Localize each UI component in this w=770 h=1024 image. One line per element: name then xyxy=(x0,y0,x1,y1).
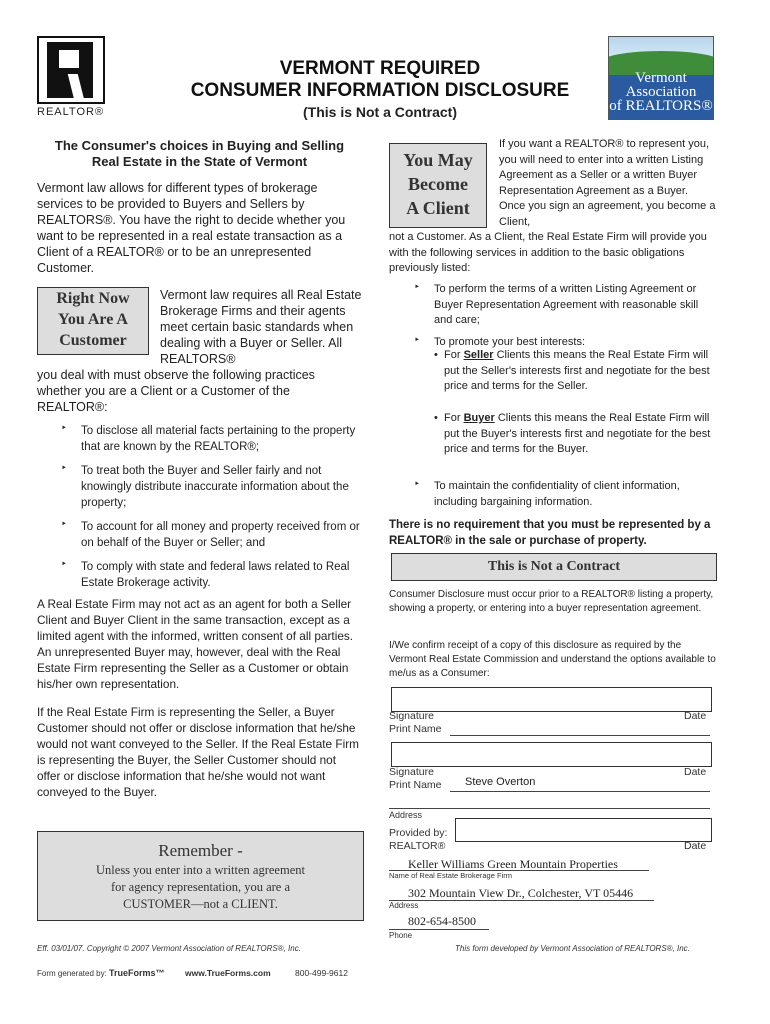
generated-prefix: Form generated by: xyxy=(37,969,107,978)
signature-label-1: Signature xyxy=(389,710,434,722)
firm-address-value[interactable]: 302 Mountain View Dr., Colchester, VT 05446 xyxy=(408,886,634,900)
remember-line-2: for agency representation, you are a xyxy=(110,880,291,894)
footer-copyright: Eff. 03/01/07. Copyright © 2007 Vermont Association of REALTORS®, Inc. xyxy=(37,944,301,953)
address-field[interactable] xyxy=(389,808,710,809)
practice-text: To disclose all material facts pertaining to the property that are known by the REALTOR®; xyxy=(81,425,356,453)
right-now-line-3: Customer xyxy=(59,332,127,349)
choices-heading-line-1: The Consumer's choices in Buying and Selling xyxy=(54,138,345,153)
become-line-1: You May xyxy=(403,150,473,170)
firm-address-line xyxy=(389,900,654,901)
become-line-3: A Client xyxy=(406,198,470,218)
become-client-box xyxy=(389,143,487,228)
remember-title: Remember - xyxy=(158,841,243,860)
print-name-value-2[interactable]: Steve Overton xyxy=(465,776,536,788)
provided-by-label: Provided by: xyxy=(389,827,448,839)
list-item: ‣ To disclose all material facts pertaining to the property that are known by the REALTOR®; xyxy=(61,423,356,453)
print-name-field-1[interactable] xyxy=(450,735,710,736)
not-contract-box: This is Not a Contract xyxy=(391,553,717,581)
remember-box xyxy=(37,831,364,921)
firm-address-label: Address xyxy=(389,901,419,910)
sub-service-text: Clients this means the Real Estate Firm will put the Seller's interests first and negotiate for the best price and terms for the Seller. xyxy=(444,349,710,392)
confirm-note: I/We confirm receipt of a copy of this disclosure as required by the Vermont Real Estate Commission and understand the options available to me/us as a Consumer: xyxy=(389,640,716,679)
association-logo-line-2: Association xyxy=(625,84,697,100)
seller-sub-service: • For Seller Clients this means the Real Estate Firm will put the Seller's interests first and negotiate for the best price and terms for the Seller. xyxy=(434,349,710,392)
service-text: To maintain the confidentiality of client information, including bargaining information. xyxy=(434,480,680,508)
title-line-1: VERMONT REQUIRED xyxy=(279,58,481,79)
address-label: Address xyxy=(389,810,423,820)
practices-list xyxy=(61,423,361,591)
practice-text: To comply with state and federal laws related to Real Estate Brokerage activity. xyxy=(81,561,350,589)
choices-heading xyxy=(37,138,362,170)
client-intro-full: not a Customer. As a Client, the Real Estate Firm will provide you with the following services in addition to the basic obligations previously listed: xyxy=(389,231,707,274)
print-name-label-1: Print Name xyxy=(389,723,442,735)
sub-service-role: Buyer xyxy=(463,412,495,424)
list-item: ‣ To treat both the Buyer and Seller fairly and not knowingly distribute inaccurate information about the property; xyxy=(61,463,349,509)
list-item: ‣ To perform the terms of a written Listing Agreement or Buyer Representation Agreement with reasonable skill and care; xyxy=(414,282,699,326)
phone-value[interactable]: 802-654-8500 xyxy=(408,914,476,928)
footer-developed: This form developed by Vermont Association of REALTORS®, Inc. xyxy=(455,944,690,953)
firm-value[interactable]: Keller Williams Green Mountain Properties xyxy=(408,857,618,871)
services-list-continued xyxy=(414,479,719,510)
generated-brand: TrueForms™ xyxy=(109,968,165,978)
sub-service-prefix: For xyxy=(444,412,461,424)
phone-label: Phone xyxy=(389,931,413,940)
list-item: ‣ To maintain the confidentiality of client information, including bargaining information. xyxy=(414,479,680,508)
practices-intro-full: you deal with must observe the following practices whether you are a Client or a Customer of the REALTOR®: xyxy=(37,368,315,414)
disclosure-note: Consumer Disclosure must occur prior to a REALTOR® listing a property, showing a property, or entering into a buyer representation agreement. xyxy=(389,589,714,614)
list-item: ‣ To comply with state and federal laws related to Real Estate Brokerage activity. xyxy=(61,559,350,589)
provided-by-field[interactable] xyxy=(455,818,712,842)
title-line-2: CONSUMER INFORMATION DISCLOSURE xyxy=(190,80,570,101)
remember-line-1: Unless you enter into a written agreement xyxy=(96,863,305,877)
client-intro-wrapped: If you want a REALTOR® to represent you, you will need to enter into a written Listing Agreement as a Seller or a written Buyer Representation Agreement as a Buyer. Once you sign an agreement, you become a Client, xyxy=(499,138,716,228)
seller-paragraph: If the Real Estate Firm is representing the Seller, a Buyer Customer should not offer or disclose information that he/she would not want conveyed to the Seller. If the Real Estate Firm is representing the Buyer, the Seller Customer should not offer or disclose information that he/she would not want conveyed to the Buyer. xyxy=(37,705,359,799)
intro-paragraph: Vermont law allows for different types of brokerage services to be provided to Buyers and Sellers by REALTORS®. You have the right to decide whether you want to be represented in a real estate transaction as a Client of a REALTOR® or to be an unrepresented Customer. xyxy=(37,181,346,275)
realtor-label: REALTOR® xyxy=(389,840,446,852)
sub-service-text: Clients this means the Real Estate Firm will put the Buyer's interests first and negotiate for the best price and terms for the Buyer. xyxy=(444,412,711,455)
list-item: ‣ To promote your best interests: xyxy=(414,334,586,348)
sub-service-prefix: For xyxy=(444,349,461,361)
footer-generated xyxy=(37,968,165,978)
remember-line-3: CUSTOMER—not a CLIENT. xyxy=(123,897,278,911)
list-item: ‣ To account for all money and property received from or on behalf of the Buyer or Seller; and xyxy=(61,519,360,549)
signature-label-2: Signature xyxy=(389,766,434,778)
right-now-box xyxy=(37,287,149,355)
right-now-line-2: You Are A xyxy=(58,311,128,328)
signature-field-1[interactable] xyxy=(391,687,712,712)
signature-field-2[interactable] xyxy=(391,742,712,767)
practice-text: To treat both the Buyer and Seller fairly and not knowingly distribute inaccurate information about the property; xyxy=(81,465,349,509)
realtor-logo-caption: REALTOR® xyxy=(37,106,105,118)
date-label-2: Date xyxy=(684,766,707,778)
right-now-line-1: Right Now xyxy=(56,290,130,307)
service-text: To promote your best interests: xyxy=(434,335,586,348)
vermont-association-logo xyxy=(608,36,714,120)
date-label-1: Date xyxy=(684,710,707,722)
sub-service-role: Seller xyxy=(463,349,494,361)
practices-intro-wrapped: Vermont law requires all Real Estate Brokerage Firms and their agents meet certain basic standards when dealing with a Buyer or Seller. All REALTORS® xyxy=(160,288,362,366)
print-name-label-2: Print Name xyxy=(389,779,442,791)
page-title xyxy=(150,58,610,122)
choices-heading-line-2: Real Estate in the State of Vermont xyxy=(91,154,308,169)
become-line-2: Become xyxy=(408,174,468,194)
print-name-line-2 xyxy=(450,791,710,792)
services-list xyxy=(414,282,719,350)
realtor-logo xyxy=(37,36,107,118)
date-label-3: Date xyxy=(684,840,707,852)
no-requirement-note: There is no requirement that you must be represented by a REALTOR® in the sale or purchase of property. xyxy=(389,519,711,547)
practice-text: To account for all money and property received from or on behalf of the Buyer or Seller; and xyxy=(81,521,360,549)
association-logo-line-1: Vermont xyxy=(635,70,687,86)
phone-line xyxy=(389,929,489,930)
association-logo-line-3: of REALTORS® xyxy=(609,98,713,114)
buyer-sub-service: • For Buyer Clients this means the Real Estate Firm will put the Buyer's interests first and negotiate for the best price and terms for the Buyer. xyxy=(434,412,711,455)
generated-url[interactable]: www.TrueForms.com xyxy=(185,968,271,978)
generated-phone: 800-499-9612 xyxy=(295,968,348,978)
agent-paragraph: A Real Estate Firm may not act as an agent for both a Seller Client and Buyer Client in the same transaction, except as a limited agent with the informed, written consent of all parties. An unrepresented Buyer may, however, deal with the Real Estate Firm representing the Seller as a Customer or obtain his/her own representation. xyxy=(37,597,354,691)
service-text: To perform the terms of a written Listing Agreement or Buyer Representation Agreement with reasonable skill and care; xyxy=(434,283,699,326)
title-subtitle: (This is Not a Contract) xyxy=(302,104,457,120)
firm-label: Name of Real Estate Brokerage Firm xyxy=(389,871,512,880)
